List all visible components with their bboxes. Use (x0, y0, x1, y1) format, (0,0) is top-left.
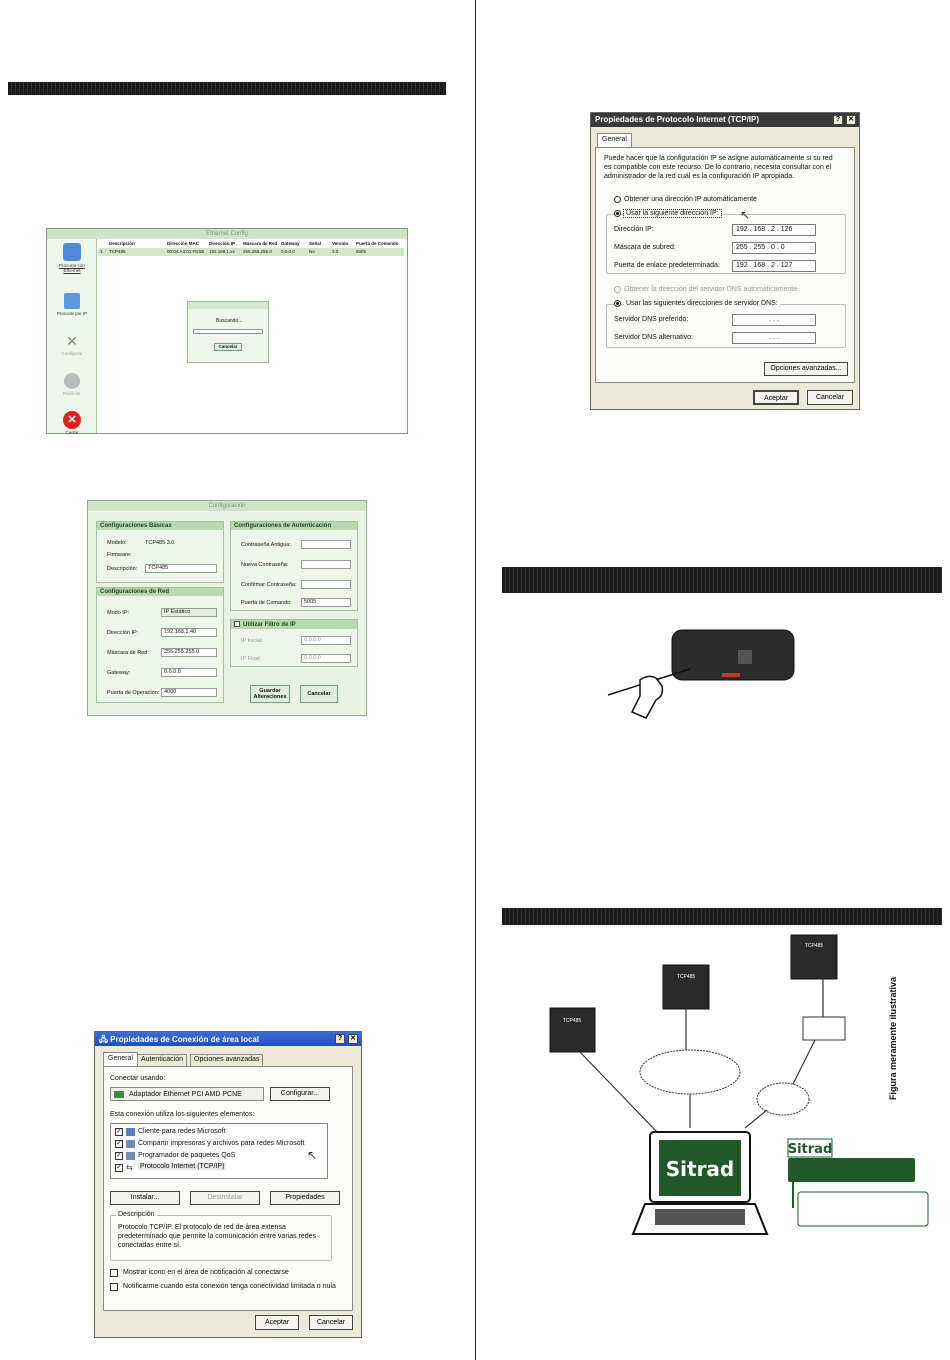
sitrad-logo-panel (788, 1139, 928, 1226)
col-description: Descripción (109, 241, 135, 246)
limited-connectivity-label: Notificarme cuando esta conexión tenga conectividad limitada o nula (123, 1283, 336, 1290)
advanced-options-button[interactable]: Opciones avanzadas... (764, 362, 848, 376)
lan-accept-button[interactable]: Aceptar (255, 1315, 299, 1330)
notify-icon-label: Mostrar icono en el área de notificación al conectarse (123, 1269, 289, 1276)
operation-port-field[interactable]: 4000 (161, 688, 217, 697)
tcpip-titlebar (591, 113, 859, 127)
cloud-1 (640, 1050, 740, 1094)
column-divider (475, 0, 476, 1360)
search-ethernet-icon[interactable] (63, 243, 81, 261)
gear-icon[interactable] (64, 373, 80, 389)
lan-properties-window (94, 1031, 362, 1338)
section-bar-2 (502, 567, 942, 593)
row-signal: No (309, 249, 315, 254)
ethernet-config-window (46, 228, 408, 434)
elements-list (110, 1123, 328, 1179)
network-config-title: Configuraciones de Red (97, 588, 223, 596)
old-password-field[interactable] (301, 540, 351, 549)
element-label-2: Compartir impresoras y archivos para redes Microsoft (138, 1140, 305, 1147)
operation-port-label: Puerta de Operación: (107, 690, 160, 696)
device-middle (663, 965, 709, 1009)
final-ip-label: IP Final: (241, 656, 262, 662)
description-label: Descripción: (107, 566, 138, 572)
basic-config-title: Configuraciones Básicas (97, 522, 223, 530)
ip-filter-group (230, 619, 358, 667)
lan-tab-panel (103, 1066, 353, 1311)
initial-ip-label: IP Inicial: (241, 638, 264, 644)
manual-dns-radio[interactable] (614, 300, 621, 307)
element-checkbox-1[interactable]: ✓ (116, 1128, 122, 1135)
row-description: TCP485 (109, 249, 126, 254)
device-right (791, 935, 837, 979)
laptop (633, 1132, 767, 1234)
search-dialog-text: Buscando... (216, 318, 243, 324)
manual-dns-label: Usar las siguientes direcciones de servidor DNS: (626, 300, 778, 307)
auto-ip-label: Obtener una dirección IP automáticamente (624, 196, 757, 203)
search-progress-bar (193, 329, 263, 334)
mouse-cursor-icon: ↖ (740, 208, 751, 222)
col-mac: Dirección MAC (167, 241, 200, 246)
preferred-dns-label: Servidor DNS preferido: (614, 316, 689, 323)
model-value: TCP485 3.0 (145, 540, 175, 546)
element-checkbox-2[interactable]: ✓ (116, 1140, 122, 1147)
subnet-mask-label: Máscara de subred: (614, 244, 676, 251)
config-cancel-button[interactable]: Cancelar (300, 685, 338, 703)
tcpip-help-button[interactable]: ? (833, 115, 843, 125)
tcpip-title: Propiedades de Protocolo Internet (TCP/IP) (595, 115, 760, 124)
close-icon[interactable]: ✕ (63, 411, 81, 429)
device-body (672, 630, 794, 680)
network-mask-field[interactable]: 255.255.255.0 (161, 648, 217, 657)
save-changes-button[interactable]: Guardar Alteraciones (250, 685, 290, 703)
row-index: 1 (100, 249, 103, 254)
device-reset-illustration (600, 625, 800, 730)
row-mask: 255.255.255.0 (243, 249, 272, 254)
link-right-bottom (745, 1110, 767, 1128)
preferred-dns-field[interactable]: . . . (732, 314, 816, 326)
col-mask: Máscara de Red (243, 241, 278, 246)
col-ip: Dirección IP (209, 241, 236, 246)
close-button[interactable]: ✕ (348, 1034, 358, 1044)
device-port (738, 650, 752, 664)
description-text: Protocolo TCP/IP. El protocolo de red de área extensa predeterminado que permite la comunicación entre varias redes conectadas entre sí. (118, 1224, 317, 1249)
auto-dns-radio[interactable] (614, 286, 621, 293)
tcp-config-window (87, 500, 367, 716)
device-middle-label: TCP485 (676, 974, 696, 980)
subnet-mask-field[interactable]: 255 . 255 . 0 . 0 (732, 242, 816, 254)
section-bar-1 (8, 82, 446, 95)
side-caption: Figura meramente ilustrativa (888, 976, 898, 1100)
ip-mode-select[interactable]: IP Estático (161, 608, 217, 617)
description-field[interactable]: TCP485 (145, 564, 217, 573)
search-cancel-button[interactable]: Cancelar (214, 343, 242, 351)
help-button[interactable]: ? (335, 1034, 345, 1044)
router-box (803, 1017, 845, 1040)
row-gateway: 0.0.0.0 (281, 249, 295, 254)
tab-general[interactable]: General (103, 1052, 138, 1066)
alternate-dns-field[interactable]: . . . (732, 332, 816, 344)
network-mask-label: Máscara de Red: (107, 650, 149, 656)
tcpip-intro-text: Puede hacer que la configuración IP se asigne automáticamente si su red es compatible con este recurso. De lo contrario, necesita consultar con el administrador de la red cuál es la configuración IP apropiada. (604, 155, 833, 180)
default-gateway-label: Puerta de enlace predeterminada: (614, 262, 720, 269)
sidebar-item-search-ethernet[interactable]: Procurar con Ethernet (59, 263, 85, 273)
printer-share-icon (126, 1140, 135, 1148)
description-title: Descripción (118, 1211, 155, 1218)
connect-using-label: Conectar usando: (110, 1075, 166, 1082)
gateway-label: Gateway: (107, 670, 131, 676)
cloud-2 (757, 1083, 809, 1115)
properties-button[interactable]: Propiedades (270, 1191, 340, 1205)
final-ip-field[interactable]: 0.0.0.0 (301, 654, 351, 663)
tcpip-accept-button[interactable]: Aceptar (753, 390, 799, 405)
elements-label: Esta conexión utiliza los siguientes elementos: (110, 1111, 255, 1118)
row-command-port: 5005 (356, 249, 367, 254)
gateway-field[interactable]: 0.0.0.0 (161, 668, 217, 677)
link-right-mid (793, 1040, 815, 1084)
network-config-group (96, 587, 224, 703)
limited-connectivity-checkbox[interactable] (110, 1283, 118, 1291)
initial-ip-field[interactable]: 0.0.0.0 (301, 636, 351, 645)
tab-authentication[interactable]: Autenticación (137, 1054, 187, 1066)
ip-filter-checkbox[interactable] (234, 621, 240, 627)
qos-icon (126, 1152, 135, 1160)
sitrad-logo: Sitrad (787, 1142, 833, 1157)
ip-address-field[interactable]: 192.168.1.40 (161, 628, 217, 637)
element-label-1: Cliente para redes Microsoft (138, 1128, 226, 1135)
row-version: 3.0 (332, 249, 339, 254)
auto-ip-radio[interactable] (614, 196, 621, 203)
element-label-4[interactable]: Protocolo Internet (TCP/IP) (140, 1163, 225, 1170)
notify-icon-checkbox[interactable] (110, 1269, 118, 1277)
tcp-config-title: Configuración (88, 501, 366, 511)
element-checkbox-3[interactable]: ✓ (116, 1152, 122, 1159)
search-dialog (187, 301, 269, 363)
auth-config-group (230, 521, 358, 611)
element-checkbox-4[interactable]: ✓ (116, 1164, 122, 1171)
auth-config-title: Configuraciones de Autenticación (231, 522, 357, 530)
row-ip: 192.168.1.xx (209, 249, 235, 254)
mouse-cursor-icon: ↖ (307, 1148, 318, 1162)
tools-icon[interactable]: ✕ (66, 333, 78, 349)
device-led (722, 673, 740, 677)
ethernet-config-title: Ethernet Config (47, 229, 407, 239)
old-password-label: Contraseña Antigua: (241, 542, 291, 548)
ip-filter-title (231, 620, 357, 629)
uninstall-button[interactable]: Desinstalar (190, 1191, 260, 1205)
tcpip-tab-panel (595, 147, 855, 383)
search-dialog-titlebar (188, 302, 268, 309)
new-password-label: Nueva Contraseña: (241, 562, 289, 568)
model-label: Modelo: (107, 540, 127, 546)
command-port-field[interactable]: 5005 (301, 598, 351, 607)
tcpip-close-button[interactable]: ✕ (846, 115, 856, 125)
device-left-label: TCP485 (562, 1018, 582, 1024)
col-command-port: Puerta de Comando (356, 241, 399, 246)
manual-ip-radio[interactable] (614, 210, 621, 217)
tcpip-properties-window (590, 112, 860, 410)
col-version: Versión (332, 241, 349, 246)
confirm-password-field[interactable] (301, 580, 351, 589)
lan-properties-titlebar (95, 1032, 361, 1046)
protocol-icon: ⇆ (126, 1163, 133, 1172)
device-left (550, 1008, 595, 1052)
firmware-label: Firmware: (107, 552, 132, 558)
manual-ip-label: Usar la siguiente dirección IP: (626, 210, 719, 217)
auto-dns-label: Obtener la dirección del servidor DNS automáticamente (624, 286, 798, 293)
adapter-box (110, 1087, 264, 1101)
basic-config-group (96, 521, 224, 583)
tab-advanced[interactable]: Opciones avanzadas (190, 1054, 263, 1066)
laptop-brand: Sitrad (665, 1157, 735, 1181)
device-right-label: TCP485 (804, 943, 824, 949)
sidebar-item-close[interactable]: Cerrar (65, 430, 79, 435)
tab-tcpip-general[interactable]: General (597, 133, 632, 147)
default-gateway-field[interactable]: 192 . 168 . 2 . 127 (732, 260, 816, 272)
install-button[interactable]: Instalar... (110, 1191, 180, 1205)
sidebar-item-restart[interactable]: Reiniciar (63, 391, 81, 396)
ip-mode-label: Modo IP: (107, 610, 130, 616)
command-port-label: Puerta de Comando: (241, 600, 292, 606)
search-ip-icon[interactable] (64, 293, 80, 309)
network-icon: 🖧 (99, 1035, 111, 1044)
col-gateway: Gateway (281, 241, 300, 246)
row-mac: 00:04:A3:01:F8:55 (167, 249, 205, 254)
ip-address-label: Dirección IP: (107, 630, 139, 636)
adapter-name: Adaptador Ethernet PCI AMD PCNE (129, 1091, 242, 1098)
lan-cancel-button[interactable]: Cancelar (309, 1315, 353, 1330)
hand-icon (632, 676, 662, 718)
sidebar-item-search-ip[interactable]: Procurar por IP (56, 311, 88, 316)
confirm-password-label: Confirmar Contraseña: (241, 582, 297, 588)
configure-button[interactable]: Configurar... (270, 1087, 330, 1101)
sidebar-item-configure[interactable]: Configurar (61, 351, 83, 356)
ethernet-config-sidebar (47, 239, 97, 433)
ip-address-field[interactable]: 192 . 168 . 2 . 126 (732, 224, 816, 236)
col-signal: Señal (309, 241, 322, 246)
network-figure (545, 932, 930, 1242)
new-password-field[interactable] (301, 560, 351, 569)
network-card-icon (114, 1091, 124, 1098)
ip-address-label: Dirección IP: (614, 226, 654, 233)
client-icon (126, 1128, 135, 1136)
alternate-dns-label: Servidor DNS alternativo: (614, 334, 693, 341)
element-label-3: Programador de paquetes QoS (138, 1152, 236, 1159)
tcpip-cancel-button[interactable]: Cancelar (807, 390, 853, 405)
ip-filter-label: Utilizar Filtro de IP (243, 622, 296, 628)
section-bar-3 (502, 908, 942, 925)
lan-properties-title: Propiedades de Conexión de área local (110, 1035, 260, 1044)
